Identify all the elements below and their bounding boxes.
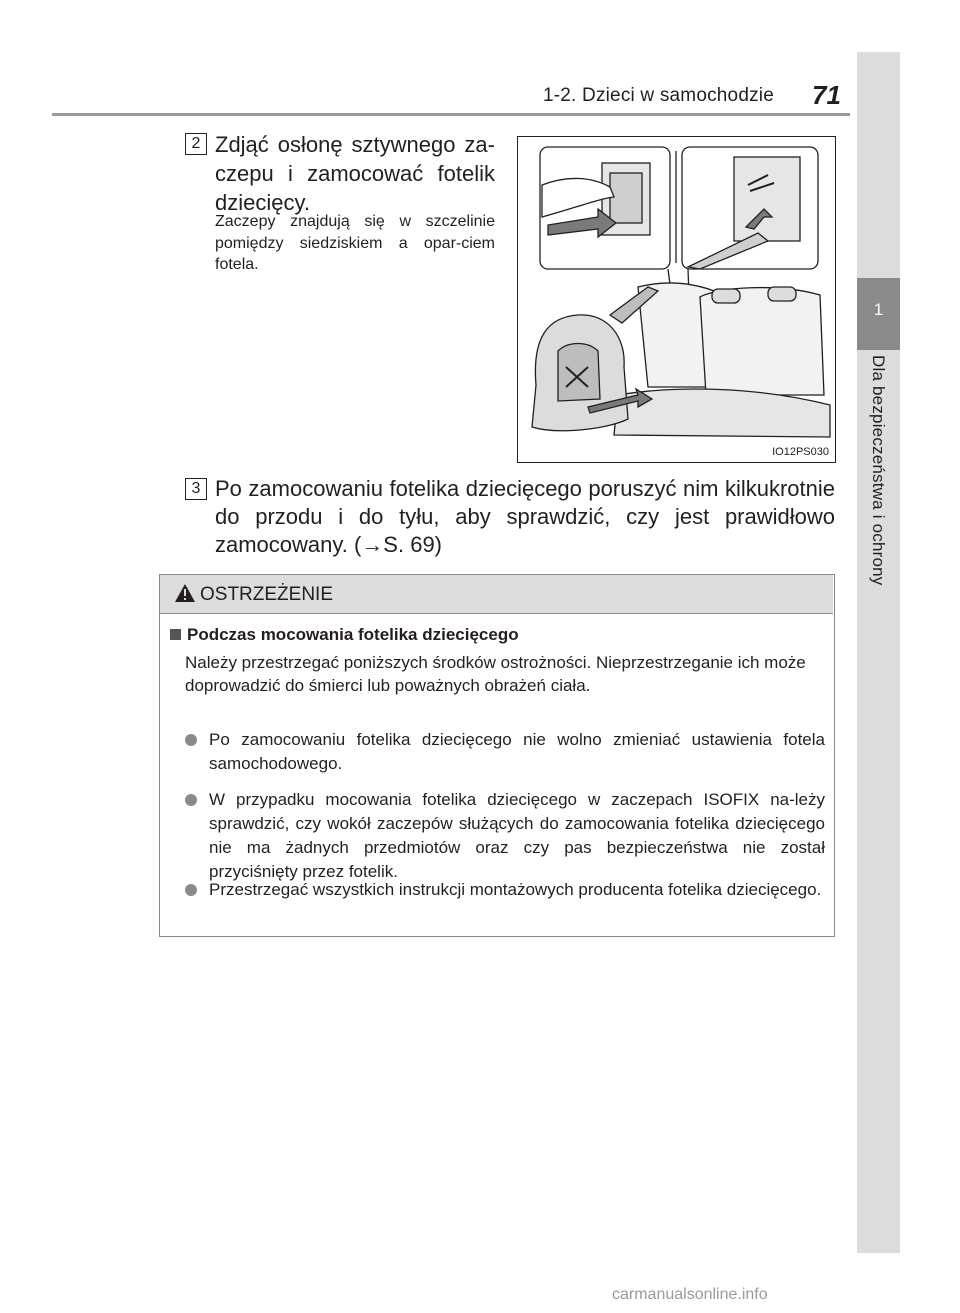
section-title: 1-2. Dzieci w samochodzie — [543, 85, 774, 106]
warning-heading — [170, 625, 519, 645]
step-2-title: Zdjąć osłonę sztywnego za-czepu i zamocować fotelik dziecięcy. — [215, 132, 495, 215]
chapter-number: 1 — [873, 300, 884, 319]
illustration-code: IO12PS030 — [772, 446, 829, 458]
warning-bullet — [185, 788, 825, 884]
square-bullet-icon — [170, 629, 181, 640]
warning-bullet-text: Przestrzegać wszystkich instrukcji montażowych producenta fotelika dziecięcego. — [209, 880, 822, 899]
warning-bullet-text: W przypadku mocowania fotelika dziecięcego w zaczepach ISOFIX na-leży sprawdzić, czy wokół zaczepów służących do zamocowania fotelika dziecięcego nie ma żadnych przedmiotów oraz czy pas bezpieczeństwa nie został przyciśnięty przez fotelik. — [209, 790, 825, 881]
warning-bullet — [185, 728, 825, 776]
page-number: 71 — [812, 80, 841, 110]
side-tab — [857, 52, 900, 1253]
step-2-number: 2 — [185, 133, 207, 155]
warning-heading-text: Podczas mocowania fotelika dziecięcego — [187, 625, 519, 644]
warning-intro: Należy przestrzegać poniższych środków ostrożności. Nieprzestrzeganie ich może doprowadzić do śmierci lub poważnych obrażeń ciała. — [185, 653, 806, 695]
step-3-number: 3 — [185, 478, 207, 500]
warning-header — [160, 575, 833, 614]
illustration — [517, 136, 836, 463]
warning-bullet-text: Po zamocowaniu fotelika dziecięcego nie wolno zmieniać ustawienia fotela samochodowego. — [209, 730, 825, 773]
warning-bullet — [185, 878, 825, 902]
bullet-dot-icon — [185, 734, 197, 746]
warning-box — [159, 574, 835, 937]
chapter-title: Dla bezpieczeństwa i ochrony — [869, 355, 888, 586]
warning-triangle-icon — [174, 583, 196, 603]
step-2-note: Zaczepy znajdują się w szczelinie pomiędzy siedziskiem a opar-ciem fotela. — [215, 213, 495, 273]
bullet-dot-icon — [185, 794, 197, 806]
warning-title: OSTRZEŻENIE — [200, 584, 334, 605]
bullet-dot-icon — [185, 884, 197, 896]
watermark: carmanualsonline.info — [612, 1286, 768, 1303]
child-seat-isofix-illustration — [518, 137, 834, 461]
step-3-text: Po zamocowaniu fotelika dziecięcego poruszyć nim kilkukrotnie do przodu i do tyłu, aby sprawdzić, czy jest prawidłowo zamocowany. (→S. 69) — [215, 476, 835, 557]
header-rule — [52, 113, 850, 116]
